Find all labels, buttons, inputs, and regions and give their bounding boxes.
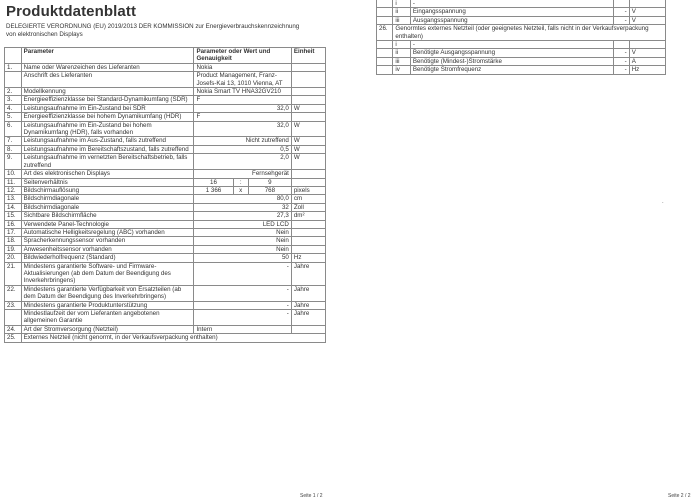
table-row: iii Benötigte (Mindest-)Stromstärke - A <box>377 57 666 65</box>
table-row: 7. Leistungsaufnahme im Aus-Zustand, falls zutreffend Nicht zutreffend W <box>5 137 326 145</box>
table-row: 19. Anwesenheitssensor vorhanden Nein <box>5 245 326 253</box>
table-row: 22. Mindestens garantierte Verfügbarkeit von Ersatzteilen (ab dem Datum der Beendigung des Inverkehrbringens) - Jahre <box>5 285 326 301</box>
page-footer: Seite 2 / 2 <box>668 493 691 499</box>
table-row: 5. Energieeffizienzklasse bei hohem Dynamikumfang (HDR) F <box>5 113 326 121</box>
page-title: Produktdatenblatt <box>6 3 137 20</box>
table-header-row <box>5 48 326 64</box>
table-row: i - <box>377 0 666 8</box>
table-row: 15. Sichtbare Bildschirmfläche 27,3 dm² <box>5 212 326 220</box>
table-row: 24. Art der Stromversorgung (Netzteil) Intern <box>5 325 326 333</box>
table-row: 11. Seitenverhältnis 16 : 9 <box>5 178 326 186</box>
table-row: 9. Leistungsaufnahme im vernetzten Bereitschaftsbetrieb, falls zutreffend 2,0 W <box>5 154 326 170</box>
table-row: 25. Externes Netzteil (nicht genormt, in der Verkaufsverpackung enthalten) <box>5 334 326 342</box>
table-row: Anschrift des Lieferanten Product Management, Franz-Josefs-Kai 13, 1010 Vienna, AT <box>5 72 326 88</box>
table-row: 26. Genormtes externes Netzteil (oder geeignetes Netzteil, falls nicht in der Verkaufsverpackung enthalten) <box>377 25 666 41</box>
table-row: 20. Bildwiederholfrequenz (Standard) 50 Hz <box>5 254 326 262</box>
header-parameter: Parameter <box>21 48 194 64</box>
table-row: 17. Automatische Helligkeitsregelung (ABC) vorhanden Nein <box>5 228 326 236</box>
table-row: iii Ausgangsspannung - V <box>377 16 666 24</box>
table-row: 8. Leistungsaufnahme im Bereitschaftszustand, falls zutreffend 0,5 W <box>5 145 326 153</box>
page-footer: Seite 1 / 2 <box>300 493 323 499</box>
table-row: 21. Mindestens garantierte Software- und Firmware-Aktualisierungen (ab dem Datum der Beendigung des Inverkehrbringens) - Jahre <box>5 262 326 285</box>
table-row: ii Benötigte Ausgangsspannung - V <box>377 49 666 57</box>
table-row: 10. Art des elektronischen Displays Fernsehgerät <box>5 170 326 178</box>
table-row: 1. Name oder Warenzeichen des Lieferanten Nokia <box>5 63 326 71</box>
table-row: i - <box>377 41 666 49</box>
header-unit: Einheit <box>291 48 325 64</box>
table-row: 4. Leistungsaufnahme im Ein-Zustand bei SDR 32,0 W <box>5 104 326 112</box>
table-row: ii Eingangsspannung - V <box>377 8 666 16</box>
header-value: Parameter oder Wert und Genauigkeit <box>194 48 291 64</box>
table-row: 12. Bildschirmauflösung 1 366 x 768 pixels <box>5 186 326 194</box>
table-row: 23. Mindestens garantierte Produktunterstützung - Jahre <box>5 301 326 309</box>
table-row: iv Benötigte Stromfrequenz - Hz <box>377 66 666 74</box>
table-row: Mindestlaufzeit der vom Lieferanten angebotenen allgemeinen Garantie - Jahre <box>5 310 326 326</box>
table-row: 18. Spracherkennungssensor vorhanden Nein <box>5 237 326 245</box>
page-2 <box>350 0 700 501</box>
stray-mark: . <box>662 199 664 205</box>
power-supply-table <box>376 0 666 75</box>
product-data-table <box>4 47 326 343</box>
table-row: 13. Bildschirmdiagonale 80,0 cm <box>5 195 326 203</box>
regulation-subtitle: DELEGIERTE VERORDNUNG (EU) 2019/2013 DER KOMMISSION zur Energieverbrauchskennzeichnung von elektronischen Displays <box>6 23 300 38</box>
table-row: 2. Modellkennung Nokia Smart TV HNA32GV210 <box>5 88 326 96</box>
table-row: 14. Bildschirmdiagonale 32 Zoll <box>5 203 326 211</box>
table-row: 6. Leistungsaufnahme im Ein-Zustand bei hohem Dynamikumfang (HDR), falls vorhanden 32,0 W <box>5 121 326 137</box>
table-row: 3. Energieeffizienzklasse bei Standard-Dynamikumfang (SDR) F <box>5 96 326 104</box>
table-row: 16. Verwendete Panel-Technologie LED LCD <box>5 220 326 228</box>
